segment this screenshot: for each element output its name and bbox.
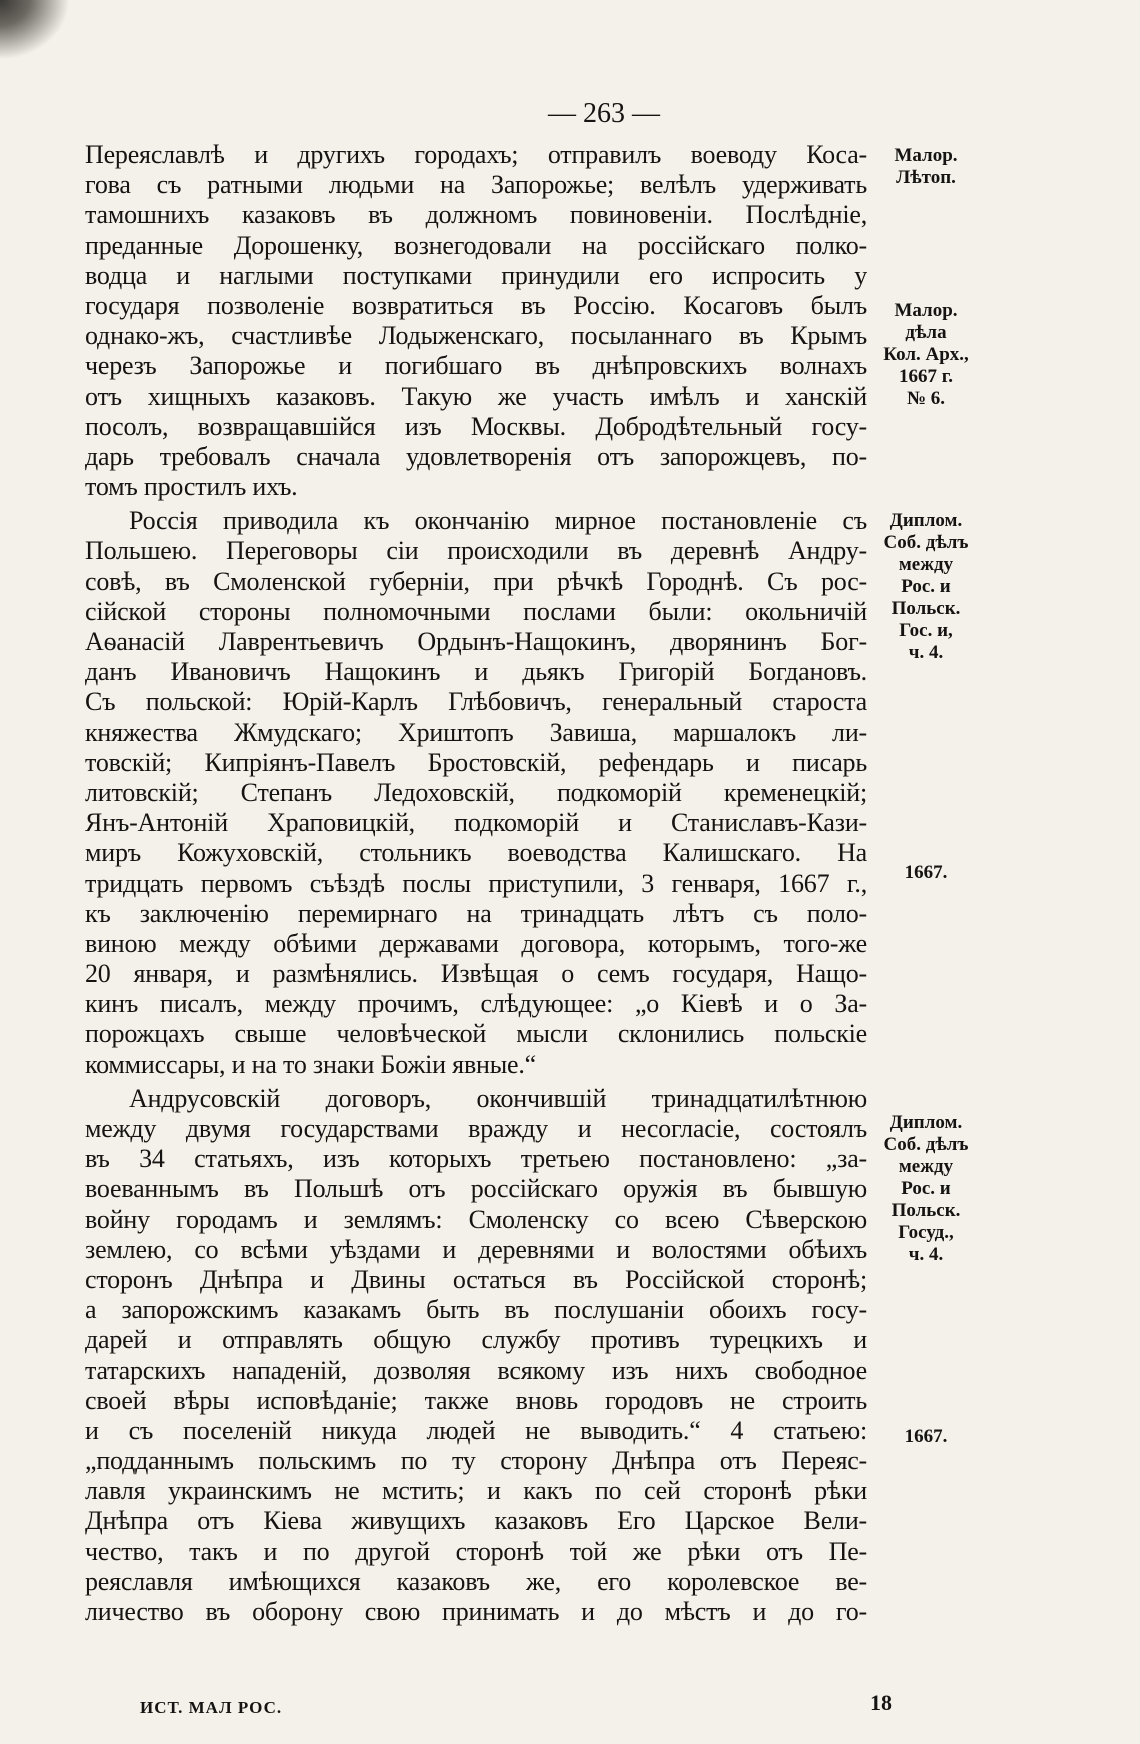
text-line: преданные Дорошенку, вознегодовали на россійскаго полко- xyxy=(85,230,867,260)
paragraph-3 xyxy=(85,1084,867,1627)
margin-note-line: Рос. и xyxy=(901,576,951,597)
text-line: совѣ, въ Смоленской губерніи, при рѣчкѣ Городнѣ. Съ рос- xyxy=(85,566,867,596)
text-line: Аѳанасій Лаврентьевичъ Ордынъ-Нащокинъ, дворянинъ Бог- xyxy=(85,627,867,656)
text-line: сторонъ Днѣпра и Двины остаться въ Россійской сторонѣ; xyxy=(85,1264,867,1294)
text-line: воеваннымъ въ Польшѣ отъ россійскаго оружія въ бывшую xyxy=(85,1174,867,1204)
text-line: своей вѣры исповѣданіе; также вновь городовъ не строить xyxy=(85,1385,867,1415)
margin-note-line: Малор. xyxy=(894,145,958,166)
text-line: войну городамъ и землямъ: Смоленску со всею Сѣверскою xyxy=(85,1204,867,1234)
margin-note-line: Лѣтоп. xyxy=(896,167,956,188)
text-line: порожцахъ свыше человѣческой мысли склонились польскіе xyxy=(85,1019,867,1049)
margin-note-line: № 6. xyxy=(906,388,946,409)
page-edge-mark xyxy=(0,0,70,60)
margin-note-line: Малор. xyxy=(894,300,958,321)
margin-note-line: 1667. xyxy=(904,1426,948,1447)
margin-note-line: ч. 4. xyxy=(908,1244,944,1265)
text-line: Съ польской: Юрій-Карлъ Глѣбовичъ, генеральный староста xyxy=(85,687,867,717)
text-line: реяславля имѣющихся казаковъ же, его королевское ве- xyxy=(85,1566,867,1596)
text-line: однако-жъ, счастливѣе Лодыженскаго, посыланнаго въ Крымъ xyxy=(85,321,867,351)
text-line: тридцать первомъ съѣздѣ послы приступили, 3 генваря, 1667 г., xyxy=(85,868,867,898)
margin-note-line: Польск. xyxy=(891,598,961,619)
text-line: княжества Жмудскаго; Хриштопъ Завиша, маршалокъ ли- xyxy=(85,717,867,747)
text-line: въ 34 статьяхъ, изъ которыхъ третьею постановлено: „за- xyxy=(85,1144,867,1174)
margin-note-line: между xyxy=(898,1156,954,1177)
text-line: гова съ ратными людьми на Запорожье; велѣлъ удерживать xyxy=(85,170,867,200)
text-line: къ заключенію перемирнаго на тринадцать лѣтъ съ поло- xyxy=(85,898,867,928)
margin-note-line: ч. 4. xyxy=(908,642,944,663)
text-line: 20 января, и размѣнялись. Извѣщая о семъ государя, Нащо- xyxy=(85,959,867,989)
margin-note-diplom-1 xyxy=(872,510,980,664)
text-line: „подданнымъ польскимъ по ту сторону Днѣпра отъ Переяс- xyxy=(85,1446,867,1476)
margin-note-line: Диплом. xyxy=(889,510,963,531)
margin-note-line: дѣла xyxy=(905,322,947,343)
margin-note-line: Гос. и, xyxy=(899,620,953,641)
text-line: посолъ, возвращавшійся изъ Москвы. Добродѣтельный госу- xyxy=(85,411,867,441)
text-line: товскій; Кипріянъ-Павелъ Бростовскій, рефендарь и писарь xyxy=(85,747,867,777)
text-line: литовскій; Степанъ Ледоховскій, подкоморій кременецкій; xyxy=(85,777,867,807)
text-line: сійской стороны полномочными послами были: окольничій xyxy=(85,596,867,626)
text-line: землею, со всѣми уѣздами и деревнями и волостями обѣихъ xyxy=(85,1234,867,1264)
margin-note-line: Рос. и xyxy=(901,1178,951,1199)
page-number: — 263 — xyxy=(548,98,660,129)
text-line: чество, такъ и по другой сторонѣ той же рѣки отъ Пе- xyxy=(85,1536,867,1566)
text-line: дарь требовалъ сначала удовлетворенія отъ запорожцевъ, по- xyxy=(85,441,867,471)
text-line: дарей и отправлять общую службу противъ турецкихъ и xyxy=(85,1325,867,1355)
margin-note-line: Польск. xyxy=(891,1200,961,1221)
text-line: данъ Ивановичъ Нащокинъ и дьякъ Григорій Богдановъ. xyxy=(85,657,867,687)
text-line: Днѣпра отъ Кіева живущихъ казаковъ Его Царское Вели- xyxy=(85,1506,867,1536)
margin-note-diplom-2 xyxy=(872,1112,980,1266)
margin-note-line: Соб. дѣлъ xyxy=(883,1134,969,1155)
text-line: тамошнихъ казаковъ въ должномъ повиновеніи. Послѣдніе, xyxy=(85,200,867,230)
margin-note-line: Диплом. xyxy=(889,1112,963,1133)
text-line: виною между обѣими державами договора, которымъ, того-же xyxy=(85,928,867,958)
footer-signature: ИСТ. МАЛ РОС. xyxy=(140,1698,283,1717)
main-text xyxy=(85,140,867,1627)
text-line: а запорожскимъ казакамъ быть въ послушаніи обоихъ госу- xyxy=(85,1295,867,1325)
text-line: Янъ-Антоній Храповицкій, подкоморій и Станиславъ-Кази- xyxy=(85,808,867,838)
text-line: Польшею. Переговоры сіи происходили въ деревнѣ Андру- xyxy=(85,536,867,566)
text-line: государя позволеніе возвратиться въ Россію. Косаговъ былъ xyxy=(85,290,867,320)
text-line: водца и наглыми поступками принудили его испросить у xyxy=(85,260,867,290)
margin-note-year-1667-a xyxy=(872,862,980,884)
text-line: черезъ Запорожье и погибшаго въ днѣпровскихъ волнахъ xyxy=(85,351,867,381)
margin-note-line: 1667. xyxy=(904,862,948,883)
text-line: миръ Кожуховскій, стольникъ воеводства Калишскаго. На xyxy=(85,838,867,868)
text-line: томъ простилъ ихъ. xyxy=(85,472,298,502)
text-line: и съ поселеній никуда людей не выводить.“ 4 статьею: xyxy=(85,1415,867,1445)
margin-note-line: Госуд., xyxy=(898,1222,954,1243)
footer-sheet-number: 18 xyxy=(870,1690,892,1715)
text-line: между двумя государствами вражду и несогласіе, состоялъ xyxy=(85,1114,867,1143)
margin-note-line: 1667 г. xyxy=(899,366,953,387)
text-line: коммиссары, и на то знаки Божіи явные.“ xyxy=(85,1049,536,1079)
text-line: Переяславлѣ и другихъ городахъ; отправилъ воеводу Коса- xyxy=(85,140,867,169)
paragraph-1 xyxy=(85,140,867,502)
text-line: Андрусовскій договоръ, окончившій тринадцатилѣтнюю xyxy=(129,1083,867,1113)
text-line: татарскихъ нападеній, дозволяя всякому изъ нихъ свободное xyxy=(85,1355,867,1385)
paragraph-2 xyxy=(85,506,867,1080)
margin-note-line: Соб. дѣлъ xyxy=(883,532,969,553)
text-line: Россія приводила къ окончанію мирное постановленіе съ xyxy=(129,506,867,536)
text-line: личество въ оборону свою принимать и до мѣстъ и до го- xyxy=(85,1597,867,1626)
text-line: отъ хищныхъ казаковъ. Такую же участь имѣлъ и ханскій xyxy=(85,381,867,411)
margin-note-line: Кол. Арх., xyxy=(883,344,969,365)
text-line: кинъ писалъ, между прочимъ, слѣдующее: „о Кіевѣ и о За- xyxy=(85,989,867,1019)
margin-note-maloros-letopis xyxy=(872,145,980,189)
margin-note-maloros-dela xyxy=(872,300,980,410)
margin-note-year-1667-b xyxy=(872,1426,980,1448)
text-line: лавля украинскимъ не мстить; и какъ по сей сторонѣ рѣки xyxy=(85,1476,867,1506)
margin-note-line: между xyxy=(898,554,954,575)
